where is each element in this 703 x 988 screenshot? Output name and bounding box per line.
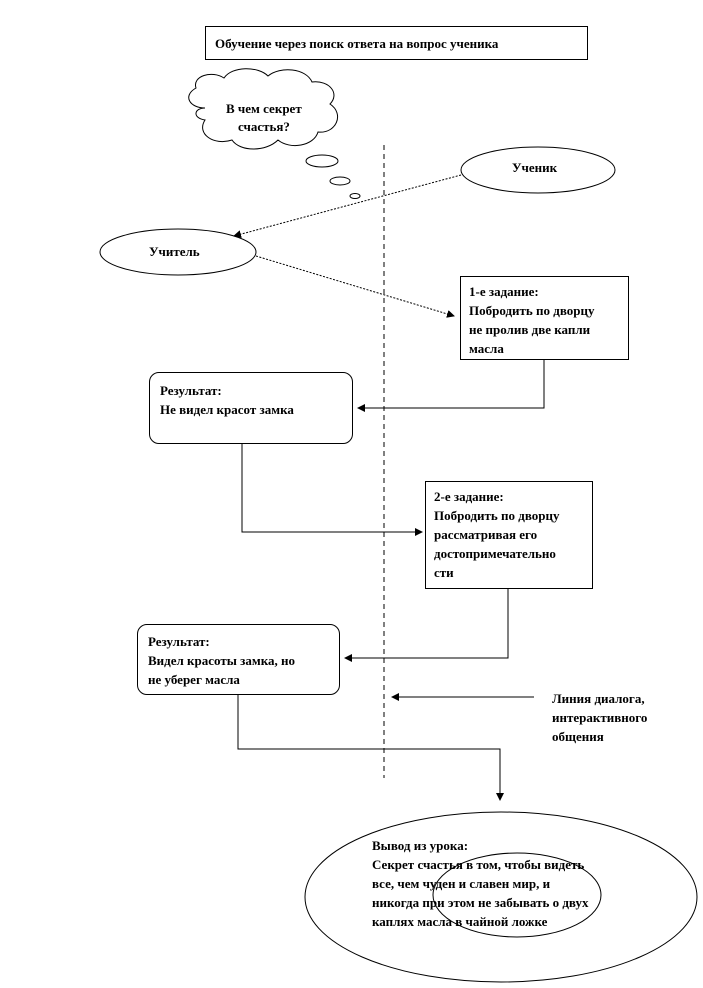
- dialogue-label-line-1: Линия диалога,: [552, 691, 645, 706]
- result1-heading: Результат:: [160, 383, 222, 398]
- task1-line-3: масла: [469, 341, 504, 356]
- arrow-result2-to-conclusion: [238, 694, 500, 800]
- thought-bubble-small: [350, 194, 360, 199]
- task1-box: [460, 276, 629, 360]
- result1-line-1: Не видел красот замка: [160, 402, 294, 417]
- cloud-line-2: счастья?: [238, 119, 290, 134]
- dialogue-label-line-2: интерактивного: [552, 710, 648, 725]
- result2-line-1: Видел красоты замка, но: [148, 653, 296, 668]
- title-text: Обучение через поиск ответа на вопрос ученика: [215, 36, 499, 51]
- dialogue-label-line-3: общения: [552, 729, 604, 744]
- task2-box: [425, 481, 593, 589]
- student-label: Ученик: [512, 160, 558, 175]
- result2-line-2: не уберег масла: [148, 672, 240, 687]
- task2-heading: 2-е задание:: [434, 489, 504, 504]
- result2-box: [137, 624, 340, 695]
- arrow-task2-to-result2: [345, 588, 508, 658]
- task2-line-1: Побродить по дворцу: [434, 508, 560, 523]
- thought-bubble-large: [306, 155, 338, 167]
- arrow-teacher-to-task1: [256, 256, 454, 316]
- result2-heading: Результат:: [148, 634, 210, 649]
- task1-line-2: не пролив две капли: [469, 322, 591, 337]
- title-box: [205, 26, 588, 60]
- task1-line-1: Побродить по дворцу: [469, 303, 595, 318]
- arrow-result1-to-task2: [242, 444, 422, 532]
- cloud-line-1: В чем секрет: [226, 101, 302, 116]
- conclusion-heading: Вывод из урока:: [372, 838, 469, 853]
- task2-line-2: рассматривая его: [434, 527, 538, 542]
- task2-line-3: достопримечательно: [434, 546, 556, 561]
- teacher-label: Учитель: [149, 244, 200, 259]
- conclusion-line-2: все, чем чуден и славен мир, и: [372, 876, 551, 891]
- task1-heading: 1-е задание:: [469, 284, 539, 299]
- result1-box: [149, 372, 353, 444]
- conclusion-line-1: Секрет счастья в том, чтобы видеть: [372, 857, 585, 872]
- arrow-task1-to-result1: [358, 359, 544, 408]
- conclusion-line-4: каплях масла в чайной ложке: [372, 914, 548, 929]
- thought-bubble-medium: [330, 177, 350, 185]
- task2-line-4: сти: [434, 565, 454, 580]
- conclusion-line-3: никогда при этом не забывать о двух: [372, 895, 589, 910]
